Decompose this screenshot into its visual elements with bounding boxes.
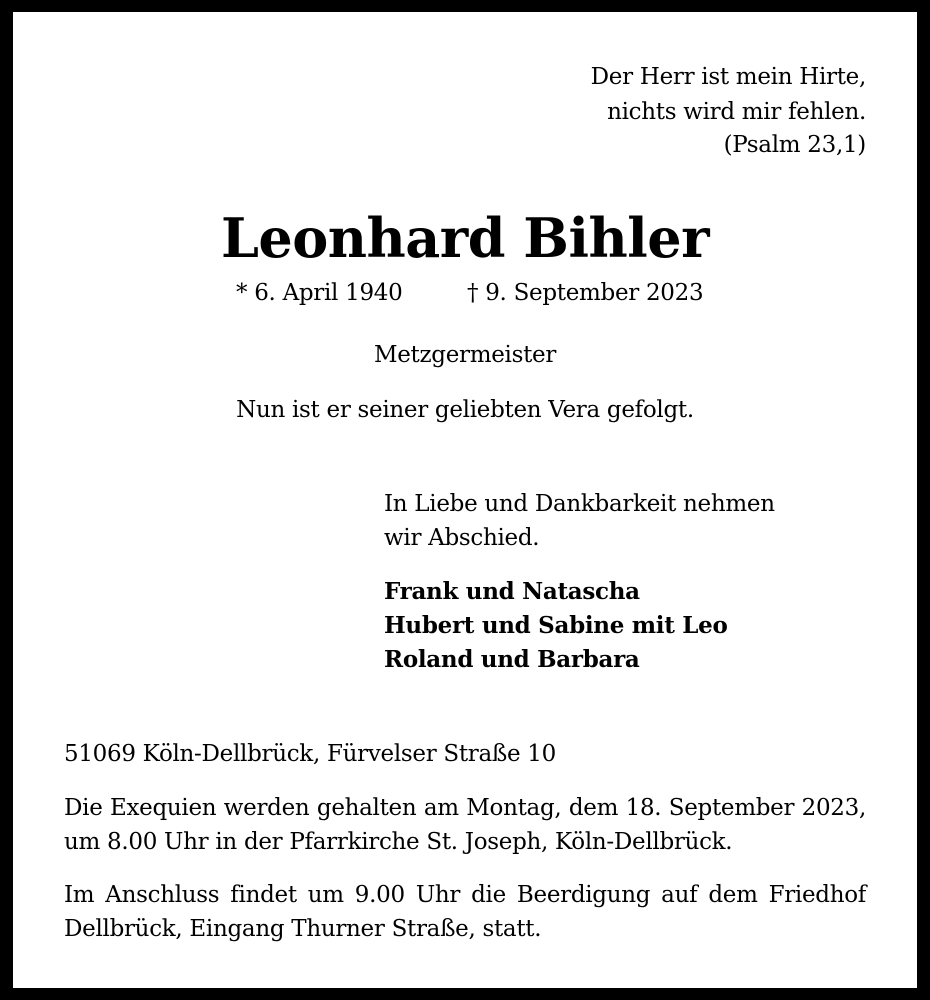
verse-line-1: Der Herr ist mein Hirte, [590,64,866,90]
deceased-name: Leonhard Bihler [220,206,710,270]
burial-info [64,878,866,946]
birth-date: * 6. April 1940 [236,280,403,306]
profession: Metzgermeister [373,342,557,368]
burial-line-1: Im Anschluss findet um 9.00 Uhr die Beerdigung auf dem Friedhof [64,882,866,908]
service-info [64,791,866,859]
farewell-line-1: In Liebe und Dankbarkeit nehmen [384,491,775,517]
verse-line-2: nichts wird mir fehlen. [607,99,866,125]
burial-line-2: Dellbrück, Eingang Thurner Straße, statt. [64,916,542,942]
family-member: Frank und Natascha [384,578,640,605]
verse-source: (Psalm 23,1) [723,132,866,158]
family-member: Roland und Barbara [384,646,640,673]
service-line-1: Die Exequien werden gehalten am Montag, dem 18. September 2023, [64,795,866,821]
tribute: Nun ist er seiner geliebten Vera gefolgt. [236,397,694,423]
service-line-2: um 8.00 Uhr in der Pfarrkirche St. Joseph, Köln-Dellbrück. [64,829,733,855]
family-member: Hubert und Sabine mit Leo [384,612,728,639]
death-date: † 9. September 2023 [467,280,704,306]
farewell-line-2: wir Abschied. [384,525,540,551]
address: 51069 Köln-Dellbrück, Fürvelser Straße 10 [64,741,556,767]
